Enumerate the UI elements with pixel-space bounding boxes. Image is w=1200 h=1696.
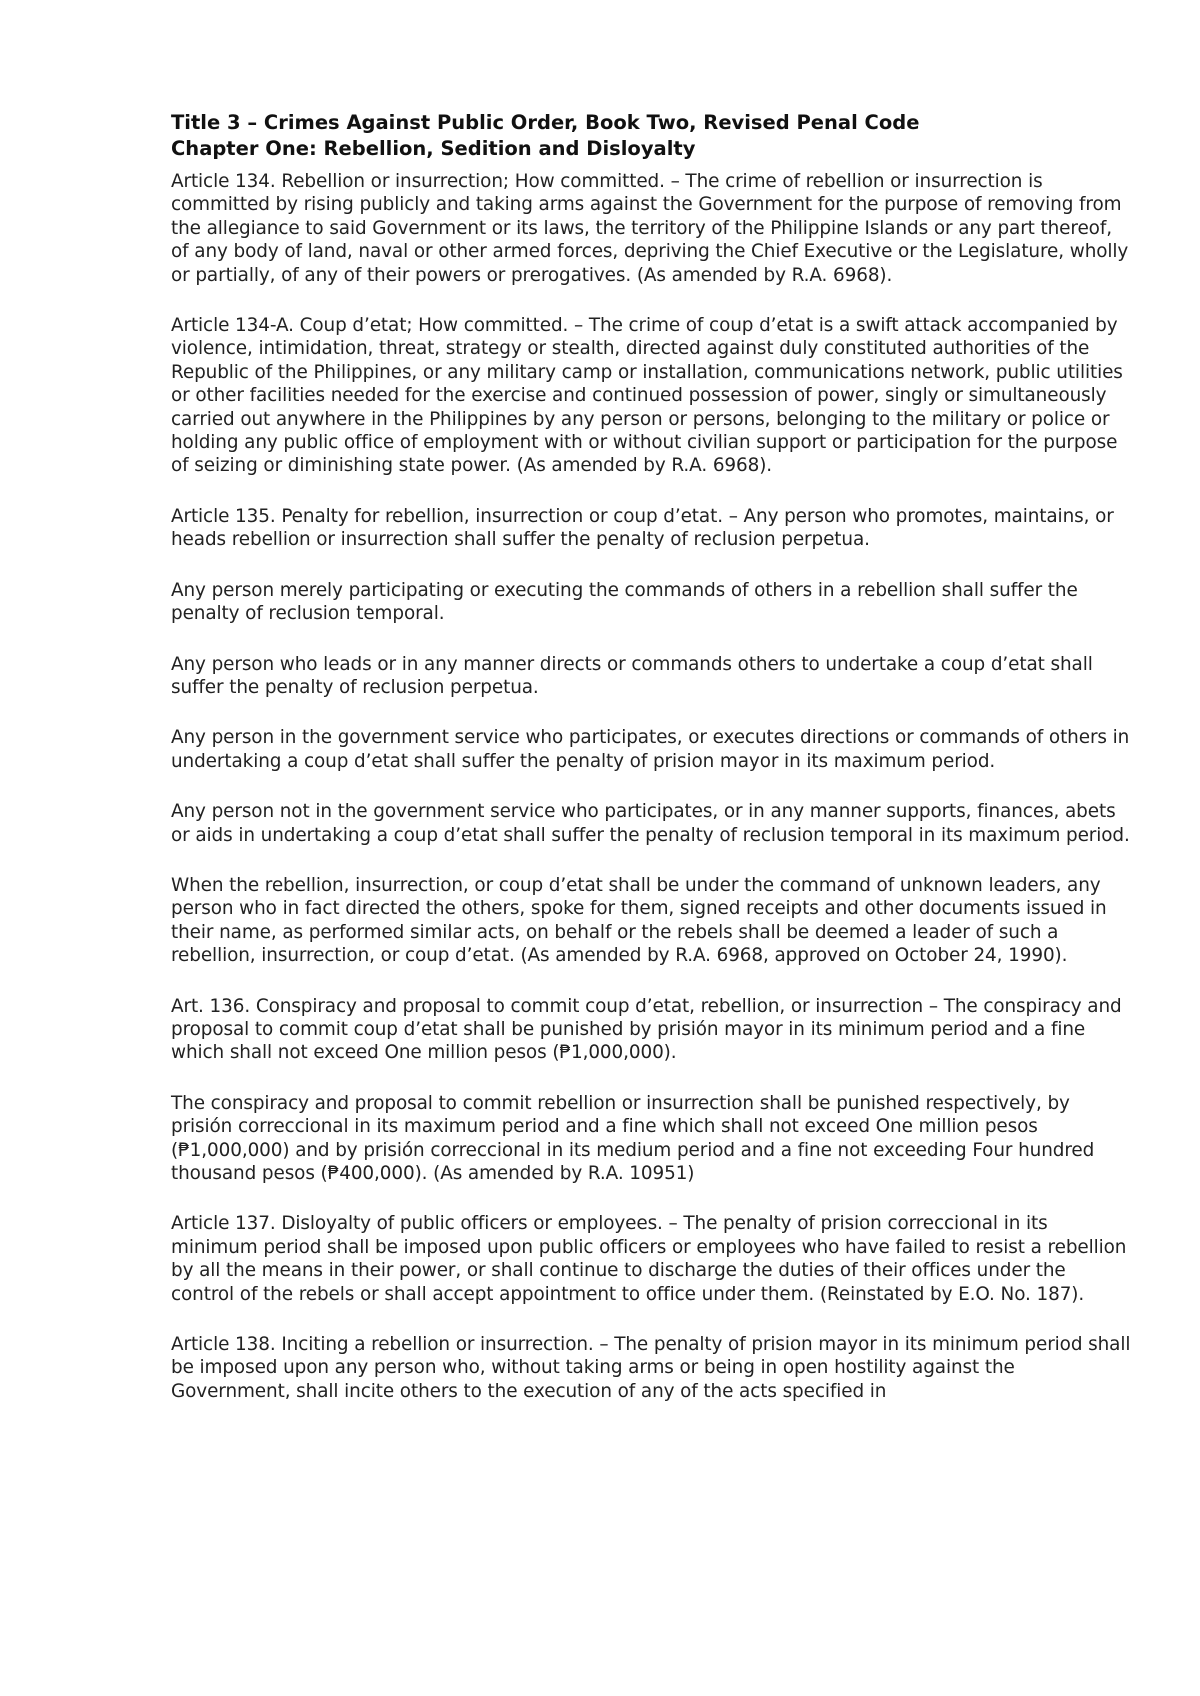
chapter-heading: Chapter One: Rebellion, Sedition and Disloyalty — [171, 137, 696, 160]
paragraph-leads-coup: Any person who leads or in any manner directs or commands others to undertake a coup d’etat shall suffer the penalty of reclusion perpetua. — [171, 653, 1093, 698]
paragraph-article-134a: Article 134-A. Coup d’etat; How committed. – The crime of coup d’etat is a swift attack accompanied by violence, intimidation, threat, strategy or stealth, directed against duly constituted authorities of the Republic of the Philippines, or any military camp or installation, communications network, public utilities or other facilities needed for the exercise and continued possession of power, singly or simultaneously carried out anywhere in the Philippines by any person or persons, belonging to the military or police or holding any public office of employment with or without civilian support or participation for the purpose of seizing or diminishing state power. (As amended by R.A. 6968). — [171, 315, 1123, 477]
paragraph-article-137: Article 137. Disloyalty of public officers or employees. – The penalty of prision correccional in its minimum period shall be imposed upon public officers or employees who have failed to resist a rebellion by all the means in their power, or shall continue to discharge the duties of their offices under the control of the rebels or shall accept appointment to office under them. (Reinstated by E.O. No. 187). — [171, 1213, 1127, 1305]
paragraph-participating: Any person merely participating or executing the commands of others in a rebellion shall suffer the penalty of reclusion temporal. — [171, 579, 1078, 625]
paragraph-article-134: Article 134. Rebellion or insurrection; How committed. – The crime of rebellion or insurrection is committed by rising publicly and taking arms against the Government for the purpose of removing from the allegiance to said Government or its laws, the territory of the Philippine Islands or any part thereof, of any body of land, naval or other armed forces, depriving the Chief Executive or the Legislature, wholly or partially, of any of their powers or prerogatives. (As amended by R.A. 6968). — [171, 171, 1129, 286]
paragraph-not-government-service: Any person not in the government service who participates, or in any manner supports, finances, abets or aids in undertaking a coup d’etat shall suffer the penalty of reclusion temporal in its maximum period. — [171, 801, 1130, 846]
paragraph-article-138: Article 138. Inciting a rebellion or insurrection. – The penalty of prision mayor in its minimum period shall be imposed upon any person who, without taking arms or being in open hostility against the Government, shall incite others to the execution of any of the acts specified in — [171, 1334, 1131, 1402]
paragraph-conspiracy-rebellion: The conspiracy and proposal to commit rebellion or insurrection shall be punished respectively, by prisión correccional in its maximum period and a fine which shall not exceed One million pesos (₱1,000,000) and by prisión correccional in its medium period and a fine not exceeding Four hundred thousand pesos (₱400,000). (As amended by R.A. 10951) — [171, 1092, 1095, 1184]
paragraph-government-service: Any person in the government service who participates, or executes directions or commands of others in undertaking a coup d’etat shall suffer the penalty of prision mayor in its maximum period. — [171, 727, 1130, 772]
document-page — [171, 110, 1131, 1403]
paragraph-article-135: Article 135. Penalty for rebellion, insurrection or coup d’etat. – Any person who promotes, maintains, or heads rebellion or insurrection shall suffer the penalty of reclusion perpetua. — [171, 505, 1114, 551]
paragraph-article-136: Art. 136. Conspiracy and proposal to commit coup d’etat, rebellion, or insurrection – The conspiracy and proposal to commit coup d’etat shall be punished by prisión mayor in its minimum period and a fine which shall not exceed One million pesos (₱1,000,000). — [171, 995, 1122, 1064]
paragraph-unknown-leaders: When the rebellion, insurrection, or coup d’etat shall be under the command of unknown leaders, any person who in fact directed the others, spoke for them, signed receipts and other documents issued in their name, as performed similar acts, on behalf or the rebels shall be deemed a leader of such a rebellion, insurrection, or coup d’etat. (As amended by R.A. 6968, approved on October 24, 1990). — [171, 874, 1107, 967]
document-title: Title 3 – Crimes Against Public Order, Book Two, Revised Penal Code — [171, 111, 920, 134]
